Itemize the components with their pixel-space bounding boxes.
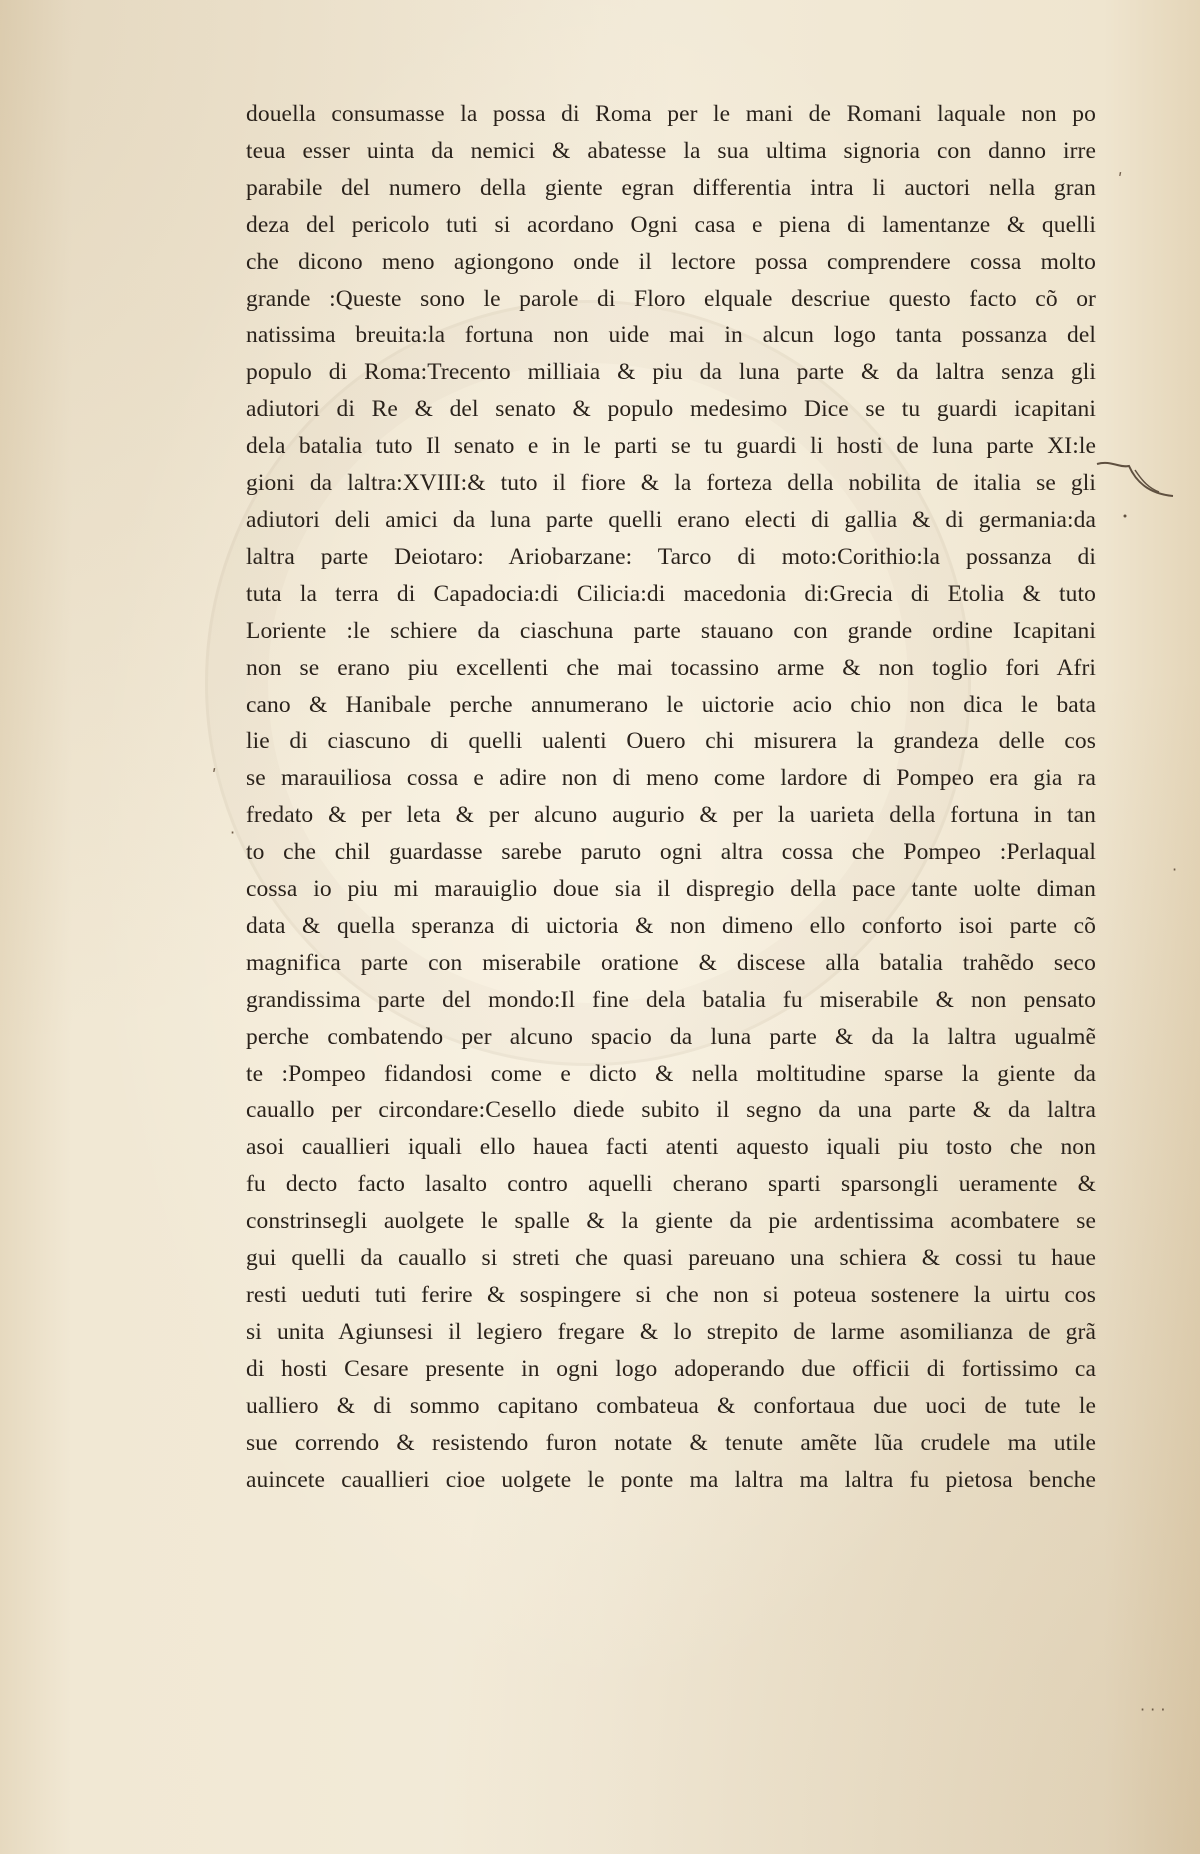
body-text (246, 96, 1096, 1498)
text-line: che dicono meno agiongono onde il lectore possa comprendere cossa molto (246, 248, 1096, 275)
text-line: deza del pericolo tuti si acordano Ogni casa e piena di lamentanze & quelli (246, 211, 1096, 238)
text-line: Loriente :le schiere da ciaschuna parte stauano con grande ordine Icapitani (246, 617, 1096, 644)
text-line: adiutori deli amici da luna parte quelli erano electi di gallia & di germania:da (246, 506, 1096, 533)
text-line: se marauiliosa cossa e adire non di meno come lardore di Pompeo era gia ra (246, 765, 1096, 792)
text-line: si unita Agiunsesi il legiero fregare & lo strepito de larme asomilianza de grã (246, 1318, 1096, 1345)
margin-mark: · (1172, 860, 1178, 879)
margin-mark: · · · (1140, 1700, 1166, 1719)
text-line: tuta la terra di Capadocia:di Cilicia:di macedonia di:Grecia di Etolia & tuto (246, 580, 1096, 607)
margin-mark: ʹ (1118, 170, 1123, 189)
text-line: gioni da laltra:XVIII:& tuto il fiore & la forteza della nobilita de italia se gli (246, 470, 1096, 497)
text-line: gui quelli da cauallo si streti che quasi pareuano una schiera & cossi tu haue (246, 1245, 1096, 1272)
text-line: natissima breuita:la fortuna non uide mai in alcun logo tanta possanza del (246, 322, 1096, 349)
text-line: constrinsegli auolgete le spalle & la giente da pie ardentissima acombatere se (246, 1208, 1096, 1235)
text-line: teua esser uinta da nemici & abatesse la sua ultima signoria con danno irre (246, 137, 1096, 164)
text-line: auincete cauallieri cioe uolgete le ponte ma laltra ma laltra fu pietosa benche (246, 1466, 1096, 1493)
margin-mark: · (230, 823, 236, 842)
text-line: fu decto facto lasalto contro aquelli cherano sparti sparsongli ueramente & (246, 1171, 1096, 1198)
marginal-pen-mark (1095, 440, 1185, 520)
text-line: fredato & per leta & per alcuno augurio & per la uarieta della fortuna in tan (246, 802, 1096, 829)
text-line: perche combatendo per alcuno spacio da luna parte & da la laltra ugualmẽ (246, 1023, 1096, 1050)
text-line: cano & Hanibale perche annumerano le uictorie acio chio non dica le bata (246, 691, 1096, 718)
text-line: magnifica parte con miserabile oratione & discese alla batalia trahẽdo seco (246, 949, 1096, 976)
text-line: ualliero & di sommo capitano combateua & confortaua due uoci de tute le (246, 1392, 1096, 1419)
text-line: dela batalia tuto Il senato e in le parti se tu guardi li hosti de luna parte XI:le (246, 433, 1096, 460)
text-line: sue correndo & resistendo furon notate & tenute amẽte lũa crudele ma utile (246, 1429, 1096, 1456)
text-line: parabile del numero della giente egran differentia intra li auctori nella gran (246, 174, 1096, 201)
text-line: data & quella speranza di uictoria & non dimeno ello conforto isoi parte cõ (246, 912, 1096, 939)
text-line: laltra parte Deiotaro: Ariobarzane: Tarco di moto:Corithio:la possanza di (246, 543, 1096, 570)
text-line: te :Pompeo fidandosi come e dicto & nella moltitudine sparse la giente da (246, 1060, 1096, 1087)
text-line: di hosti Cesare presente in ogni logo adoperando due officii di fortissimo ca (246, 1355, 1096, 1382)
text-line: cossa io piu mi marauiglio doue sia il dispregio della pace tante uolte diman (246, 876, 1096, 903)
text-line: douella consumasse la possa di Roma per le mani de Romani laquale non po (246, 101, 1096, 127)
text-line: lie di ciascuno di quelli ualenti Ouero chi misurera la grandeza delle cos (246, 728, 1096, 755)
text-line: populo di Roma:Trecento milliaia & piu da luna parte & da laltra senza gli (246, 359, 1096, 386)
text-line: to che chil guardasse sarebe paruto ogni altra cossa che Pompeo :Perlaqual (246, 839, 1096, 866)
text-line: non se erano piu excellenti che mai tocassino arme & non toglio fori Afri (246, 654, 1096, 681)
text-line: adiutori di Re & del senato & populo medesimo Dice se tu guardi icapitani (246, 396, 1096, 423)
text-line: asoi cauallieri iquali ello hauea facti atenti aquesto iquali piu tosto che non (246, 1134, 1096, 1161)
margin-mark: ʹ (212, 766, 217, 785)
text-line: cauallo per circondare:Cesello diede subito il segno da una parte & da laltra (246, 1097, 1096, 1124)
text-line: grandissima parte del mondo:Il fine dela batalia fu miserabile & non pensato (246, 986, 1096, 1013)
text-line: grande :Queste sono le parole di Floro elquale descriue questo facto cõ or (246, 285, 1096, 312)
text-line: resti ueduti tuti ferire & sospingere si che non si poteua sostenere la uirtu cos (246, 1282, 1096, 1308)
